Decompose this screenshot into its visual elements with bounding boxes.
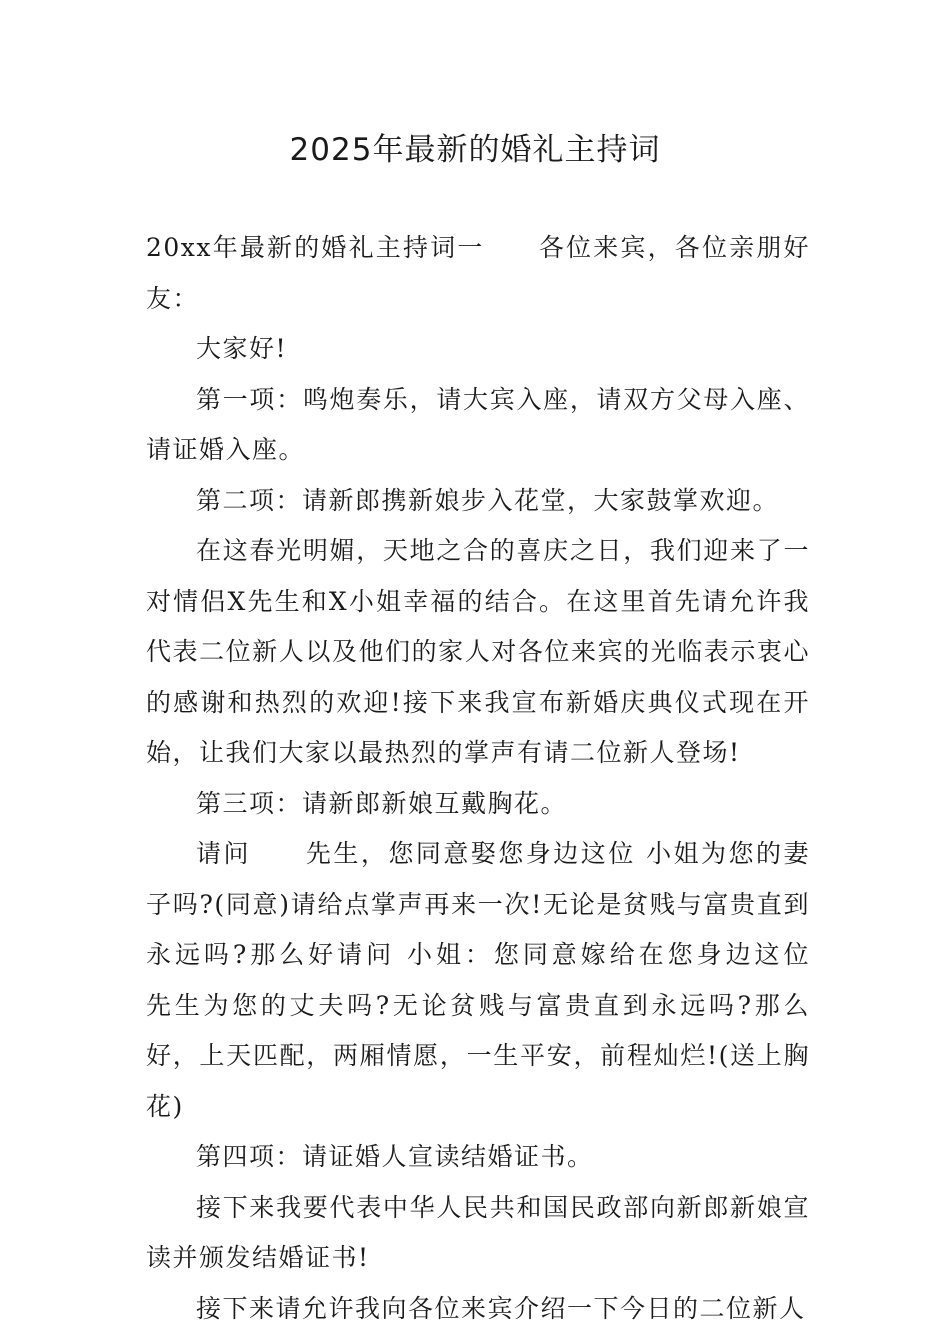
paragraph: 在这春光明媚，天地之合的喜庆之日，我们迎来了一对情侣X先生和X小姐幸福的结合。在这里首先请允许我代表二位新人以及他们的家人对各位来宾的光临表示衷心的感谢和热烈的欢迎!接下来我宣布新婚庆典仪式现在开始，让我们大家以最热烈的掌声有请二位新人登场! [146,536,810,767]
paragraph: 第三项：请新郎新娘互戴胸花。 [196,788,568,818]
paragraph: 请问 先生，您同意娶您身边这位 小姐为您的妻子吗?(同意)请给点掌声再来一次!无论是贫贱与富贵直到永远吗?那么好请问 小姐：您同意嫁给在您身边这位 先生为您的丈夫吗?无论贫贱与富贵直到永远吗?那么好，上天匹配，两厢情愿，一生平安，前程灿烂!(送上胸花) [146,839,864,1121]
paragraph: 接下来请允许我向各位来宾介绍一下今日的二位新人 [196,1293,806,1323]
paragraph: 第四项：请证婚人宣读结婚证书。 [196,1142,594,1171]
paragraph: 大家好! [196,334,288,363]
paragraph: 接下来我要代表中华人民共和国民政部向新郎新娘宣读并颁发结婚证书! [146,1192,810,1272]
paragraph: 第二项：请新郎携新娘步入花堂，大家鼓掌欢迎。 [196,485,780,515]
document-title: 2025年最新的婚礼主持词 [289,132,661,168]
paragraph: 第一项：鸣炮奏乐，请大宾入座，请双方父母入座、请证婚入座。 [146,384,810,464]
paragraph: 20xx年最新的婚礼主持词一 各位来宾，各位亲朋好友： [146,233,810,313]
document-body [146,223,864,1334]
